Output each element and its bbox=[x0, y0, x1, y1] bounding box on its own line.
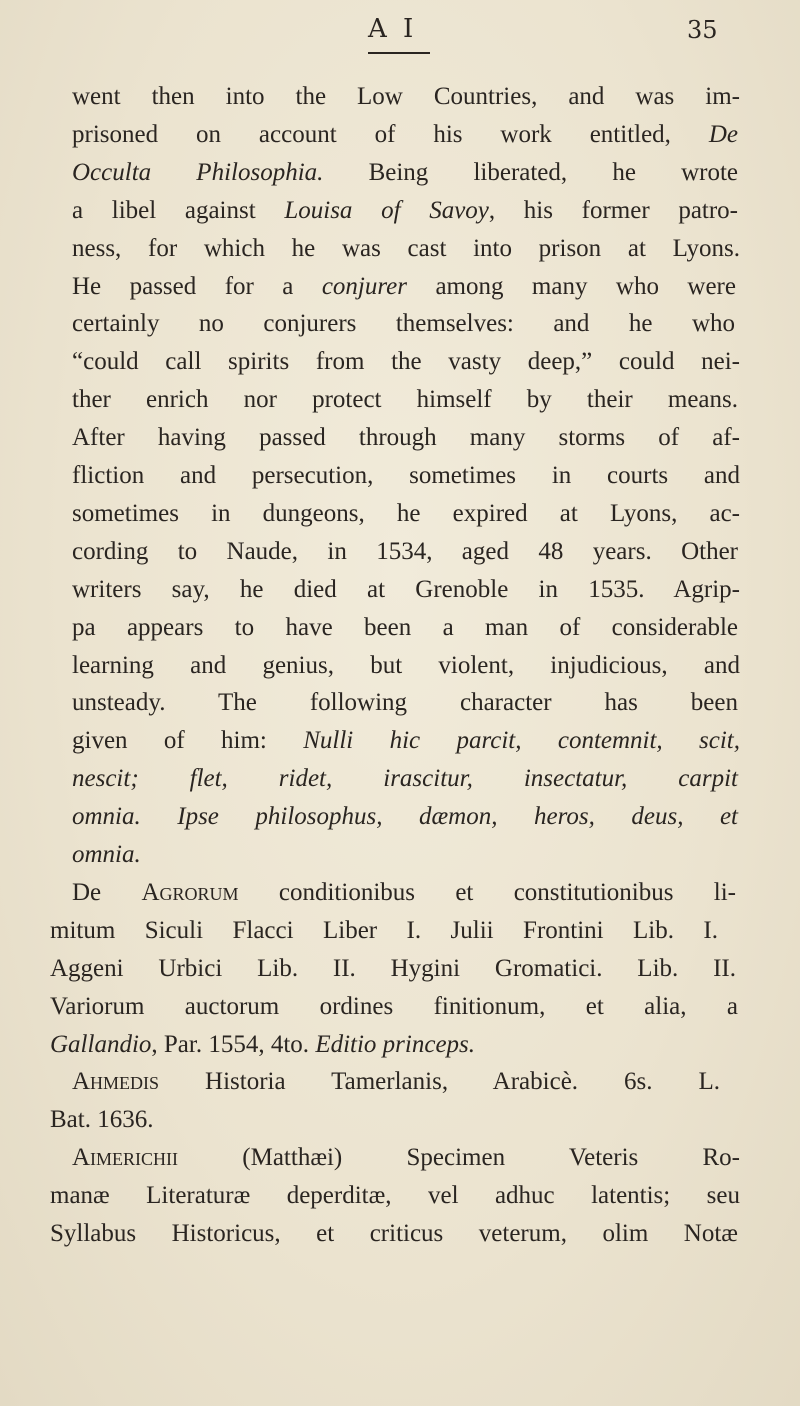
text-line bbox=[72, 501, 740, 526]
text-run: unsteady. The following character has been bbox=[72, 689, 738, 717]
text-line bbox=[72, 766, 738, 791]
text-run: cording to Naude, in 1534, aged 48 years. Other bbox=[72, 537, 738, 565]
text-run: ness, for which he was cast into prison at Lyons. bbox=[72, 234, 740, 262]
text-line bbox=[72, 198, 738, 223]
text-run: ther enrich nor protect himself by their means. bbox=[72, 386, 738, 414]
text-run: among many who were bbox=[407, 272, 736, 300]
text-run: given of him: bbox=[72, 727, 304, 755]
text-line bbox=[50, 1107, 153, 1132]
text-line bbox=[72, 653, 740, 678]
text-run: Historia Tamerlanis, Arabicè. 6s. L. bbox=[159, 1068, 720, 1096]
text-line bbox=[72, 842, 141, 867]
text-line bbox=[72, 577, 740, 602]
text-run: manæ Literaturæ deperditæ, vel adhuc latentis; seu bbox=[50, 1182, 740, 1210]
text-run: Aggeni Urbici Lib. II. Hygini Gromatici. Lib. II. bbox=[50, 954, 736, 982]
text-run: went then into the Low Countries, and was im- bbox=[72, 83, 740, 110]
text-line bbox=[72, 728, 740, 753]
text-line bbox=[72, 122, 738, 147]
text-run: Ahmedis bbox=[72, 1068, 160, 1096]
text-run: , Par. 1554, 4to. bbox=[151, 1030, 316, 1058]
text-line bbox=[72, 1069, 720, 1094]
text-line bbox=[72, 349, 740, 374]
text-run: omnia. bbox=[72, 841, 141, 868]
running-head-rule bbox=[368, 52, 430, 54]
text-run: Agrorum bbox=[141, 878, 239, 906]
text-run: (Matthæi) Specimen Veteris Ro- bbox=[178, 1144, 740, 1172]
text-line bbox=[72, 236, 740, 261]
text-line bbox=[72, 463, 740, 488]
text-line bbox=[72, 1145, 740, 1170]
text-run: After having passed through many storms of af- bbox=[72, 424, 740, 452]
text-run: mitum Siculi Flacci Liber I. Julii Frontini Lib. I. bbox=[50, 916, 718, 944]
text-run: omnia. Ipse philosophus, dæmon, heros, deus, et bbox=[72, 803, 738, 831]
text-line bbox=[72, 804, 738, 829]
text-line bbox=[50, 994, 738, 1019]
text-run: Aimerichii bbox=[72, 1144, 179, 1172]
running-head bbox=[0, 14, 800, 54]
text-run: pa appears to have been a man of considerable bbox=[72, 613, 738, 641]
text-run: He passed for a bbox=[72, 272, 322, 300]
text-run: Louisa of Savoy bbox=[284, 196, 489, 224]
text-line bbox=[72, 690, 738, 715]
text-line bbox=[72, 387, 738, 412]
text-run: “could call spirits from the vasty deep,” could nei- bbox=[72, 348, 740, 376]
text-line bbox=[50, 1183, 740, 1208]
text-run: writers say, he died at Grenoble in 1535. Agrip- bbox=[72, 575, 740, 603]
text-line bbox=[72, 615, 738, 640]
text-line bbox=[50, 1032, 475, 1057]
text-run: Gallandio bbox=[50, 1030, 152, 1058]
text-run: Bat. 1636. bbox=[50, 1106, 154, 1134]
running-head-title: A I bbox=[368, 14, 418, 44]
text-run: Nulli hic parcit, contemnit, scit, bbox=[303, 727, 740, 755]
text-run: nescit; flet, ridet, irascitur, insectatur, carpit bbox=[72, 765, 738, 793]
text-run: De bbox=[708, 120, 738, 148]
text-line bbox=[50, 956, 736, 981]
text-line bbox=[72, 539, 738, 564]
text-run: Occulta Philosophia. bbox=[72, 158, 324, 186]
text-line bbox=[50, 918, 718, 943]
text-run: conjurer bbox=[321, 272, 407, 300]
text-run: Editio princeps. bbox=[315, 1030, 476, 1058]
page-number: 35 bbox=[687, 16, 718, 44]
text-run: conditionibus et constitutionibus li- bbox=[238, 878, 736, 906]
text-run: certainly no conjurers themselves: and he who bbox=[72, 310, 735, 338]
text-line bbox=[72, 274, 736, 299]
text-run: Variorum auctorum ordines finitionum, et alia, a bbox=[50, 992, 738, 1020]
text-run: Being liberated, he wrote bbox=[323, 158, 739, 186]
text-line bbox=[72, 160, 738, 185]
text-line bbox=[72, 84, 740, 109]
text-line bbox=[72, 425, 740, 450]
text-run: fliction and persecution, sometimes in courts and bbox=[72, 462, 740, 489]
text-line bbox=[50, 1221, 738, 1246]
text-run: Syllabus Historicus, et criticus veterum, olim Notæ bbox=[50, 1220, 738, 1247]
text-run: De bbox=[72, 878, 142, 906]
text-line bbox=[72, 311, 735, 336]
text-run: learning and genius, but violent, injudicious, and bbox=[72, 651, 740, 679]
text-run: prisoned on account of his work entitled, bbox=[72, 120, 709, 148]
text-line bbox=[72, 880, 736, 905]
text-run: a libel against bbox=[72, 196, 285, 224]
text-run: , his former patro- bbox=[488, 196, 739, 224]
text-run: sometimes in dungeons, he expired at Lyons, ac- bbox=[72, 499, 740, 527]
